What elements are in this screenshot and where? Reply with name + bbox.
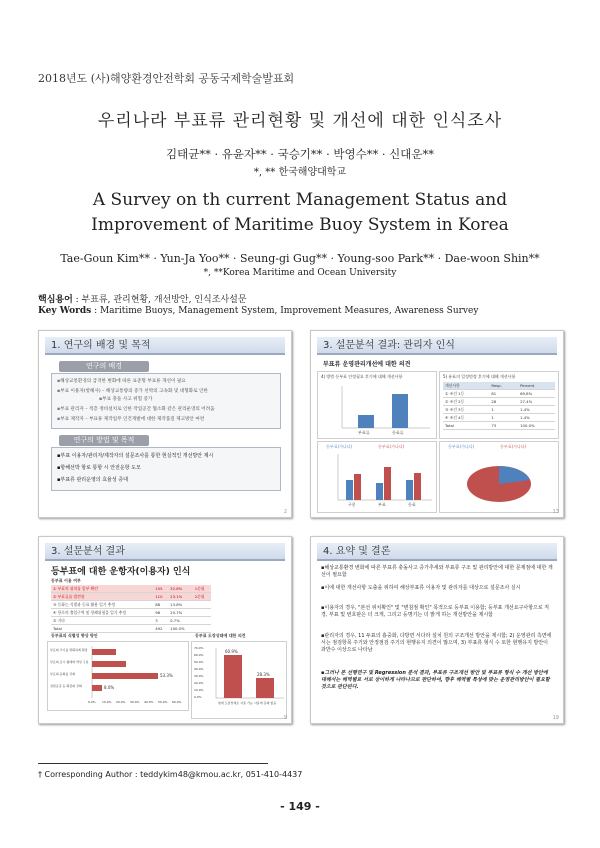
slide-title: 3. 설문분석 결과: 관리자 인식 [317, 337, 557, 355]
table-row [51, 585, 211, 593]
subsection-bar: 연구의 방법 및 목적 [59, 435, 149, 446]
slide-summary-conclusion [310, 536, 564, 724]
table-cell: ④ 조건 4등 [443, 414, 489, 422]
bar [92, 673, 158, 679]
summary-paragraph: ▪ 이용자의 경우, "본선 위치확인" 및 "변침점 확인" 목적으로 등부표 이용함; 등부표 개선요구사항으로 직경, 부표 및 번호판은 더 크게, 그리고 등명기는 더 밝게 하는 개선방안을 제시함 [321, 605, 553, 619]
slide-page-number: 13 [552, 509, 559, 515]
slide-background-purpose [38, 330, 292, 518]
legend-entry: 등부표(가나다) [378, 444, 405, 449]
slide-page-number: 9 [283, 715, 287, 721]
table-cell: 32.8% [168, 585, 193, 593]
table-row [51, 625, 211, 633]
table-cell: 69.8% [518, 390, 555, 398]
y-tick-label: 10.0% [194, 688, 204, 692]
bar [384, 467, 391, 500]
slide-title: 1. 연구의 배경 및 목적 [45, 337, 285, 355]
paper-title-korean: 우리나라 부표류 관리현황 및 개선에 대한 인식조사 [97, 111, 503, 131]
x-tick-label: 40.0% [144, 700, 154, 704]
authors-english: Tae-Goun Kim** · Yun-Ja Yoo** · Seung-gi Gug** · Young-soo Park** · Dae-woon Shin** [60, 252, 540, 265]
data-label: 53.3% [160, 673, 173, 678]
bullet-item: ▪ 항해선박 항로 통항 시 안전운항 도모 [57, 464, 141, 471]
table-cell: 98 [153, 609, 168, 617]
slide-subtitle: 등부표에 대한 운항자(이용자) 인식 [51, 567, 191, 577]
table-cell: 88 [153, 601, 168, 609]
bar [346, 480, 353, 500]
y-tick-label: 60.0% [194, 653, 204, 657]
table-cell: 1 [489, 406, 518, 414]
bar [358, 415, 374, 428]
table-cell: 1.4% [518, 406, 555, 414]
chart-panel [47, 641, 189, 711]
y-tick-label: 40.0% [194, 667, 204, 671]
table-cell: Total [443, 422, 489, 430]
bullet-item: ▪ 부표 이용자(항해사) – 해상교통량의 증가 선박의 고속화 및 대형화로 인한 [57, 388, 208, 394]
slide-title: 3. 설문분석 결과 [45, 543, 285, 561]
bullet-item: ▪ 해상교통환경의 급격한 변화에 따른 표준형 부표류 개선이 필요 [57, 378, 186, 384]
table-cell: 155 [153, 585, 168, 593]
table-cell: 28 [489, 398, 518, 406]
table-row [51, 593, 211, 601]
bar-chart [192, 642, 286, 718]
conclusion-paragraph: ▪ 그러나 본 선행연구 및 Regression 분석 결과, 부표류 구조개선 방안 및 부표류 형식 수 개선 방안에 대해서는 해역별로 서로 상이하게 나타나므로 판단하여, 향후 해역별 특성에 맞는 운영관리방안이 필요할 것으로 판단된다. [321, 670, 553, 691]
chart-title: 등부표 도장상태에 대한 의견 [195, 633, 246, 638]
pie-chart [440, 442, 558, 512]
table-cell: 1.4% [518, 414, 555, 422]
table-title: 5) 유표의 일정범정 후기에 대해 개선사항 [443, 374, 516, 379]
chart-panel [317, 441, 437, 513]
table-cell: ③ 조건 3등 [443, 406, 489, 414]
summary-paragraph: ▪ 관리자의 경우, 11 두표의 흉중화, 다방면 서다라 설치 원의 구조개선 방안을 제시함; 2) 운영관리 측면에서는 점검항목 주기와 안정점검 주기의 현행유지 의견이 많으며, 3) 부표류 형식 수 또한 현행유지 방안이 과반수 이상으로 나타남 [321, 633, 553, 654]
slide-user-awareness [38, 536, 292, 724]
y-tick-label: 30.0% [194, 674, 204, 678]
table-cell: 81 [489, 390, 518, 398]
table-panel [439, 371, 559, 439]
table-cell [193, 601, 211, 609]
y-tick-label: 부표의 표시 형태와 색상 구분 [50, 660, 89, 664]
keywords-english-text: : Maritime Buoys, Management System, Improvement Measures, Awareness Survey [94, 306, 479, 316]
data-label: 28.3% [257, 672, 270, 677]
table-row [443, 422, 555, 430]
table-cell: 3 [153, 617, 168, 625]
table-cell: 100.0% [168, 625, 193, 633]
bar [92, 685, 102, 691]
page-number: - 149 - [280, 800, 320, 813]
x-tick-label: 사용에 문제 없음 [254, 701, 277, 705]
conference-name: 2018년도 (사)해양환경안전학회 공동국제학술발표회 [38, 72, 295, 85]
bar [92, 649, 116, 655]
table-cell: Total [51, 625, 153, 633]
table-cell: 1 [489, 414, 518, 422]
legend-entry: 등부표(가나다) [326, 444, 353, 449]
summary-paragraph: ▪ 이에 대한 개선사항 도출을 위하여 해상부표류 이용자 및 관리자를 대상으로 설문조사 실시 [321, 585, 553, 592]
subsection-bar: 연구의 배경 [59, 361, 149, 372]
table-row [443, 414, 555, 422]
bullet-item: ▪ 부표 이용자/관리자/제작자의 설문조사를 통한 현실적인 개선방안 제시 [57, 452, 213, 459]
table-cell: ① 부표의 위치를 일부 확인 [51, 585, 153, 593]
bullet-item: ▪ 부표류 관리운영의 효율성 증대 [57, 476, 128, 483]
y-tick-label: 70.0% [194, 646, 204, 650]
table-cell: ③ 등화는 식별과 등표 활용 일기 추정 [51, 601, 153, 609]
table-cell [193, 617, 211, 625]
x-tick-label: 20.0% [116, 700, 126, 704]
chart-title: 4) 방범 등부표 안정필요 후기에 대해 개선사항 [321, 374, 403, 379]
table-header: Percent [518, 382, 555, 390]
data-label: 8.0% [104, 685, 115, 690]
y-tick-label: 부표의 크기를 명확하게 확장 [50, 648, 88, 652]
bullet-item: ▪ 부표 제작자 – 부표류 제작업무 인건개발에 대한 제작품질 제고방안 마련 [57, 416, 204, 422]
footnote-divider [38, 763, 268, 764]
x-tick-label: 30.0% [130, 700, 140, 704]
y-tick-label: 20.0% [194, 681, 204, 685]
slide-subtitle: 부표류 운영관리개선에 대한 의견 [323, 361, 411, 368]
table-cell: 13.8% [168, 601, 193, 609]
paper-title-english: A Survey on th current Management Status and Improvement of Maritime Buoy System in Korea [91, 190, 509, 235]
table-cell: ⑤ 기타 [51, 617, 153, 625]
table-cell: 27.4% [518, 398, 555, 406]
keywords-english-label: Key Words [38, 306, 92, 316]
table-row [51, 617, 211, 625]
table-row [443, 406, 555, 414]
data-table [51, 585, 211, 633]
keywords-korean [38, 292, 247, 305]
table-header: 개선사항 [443, 382, 489, 390]
table-cell: 73 [489, 422, 518, 430]
table-cell: 1순위 [193, 585, 211, 593]
data-label: 60.9% [225, 649, 238, 654]
table-row [51, 609, 211, 617]
grouped-bar-chart [318, 442, 436, 512]
bar [392, 394, 408, 428]
table-cell [193, 609, 211, 617]
x-tick-label: 0.0% [88, 700, 96, 704]
bar [376, 483, 383, 500]
table-cell: ① 조건 1등 [443, 390, 489, 398]
x-tick-label: 50.0% [158, 700, 168, 704]
legend-entry: 등부표(가나다) [448, 444, 475, 449]
table-cell: 492 [153, 625, 168, 633]
table-cell [193, 625, 211, 633]
y-tick-label: 부표의 등화를 강화 [50, 672, 76, 676]
y-tick-label: 전원공급 등 확장의 강화 [50, 684, 82, 688]
table-title: 등부표 이용 여부 [51, 578, 81, 583]
table-cell: 23.1% [168, 593, 193, 601]
table-cell: 110 [153, 593, 168, 601]
x-tick-label: 10.0% [102, 700, 112, 704]
bar [224, 655, 242, 698]
bar-chart [318, 372, 436, 438]
authors-korean: 김태균** · 유윤자** · 국승기** · 박영수** · 신대운** [166, 147, 434, 161]
table-header: Resp. [489, 382, 518, 390]
table-row [443, 398, 555, 406]
x-tick-label: 60.0% [172, 700, 182, 704]
bar [256, 678, 274, 698]
keywords-korean-text: : 부표류, 관리현황, 개선방안, 인식조사설문 [75, 295, 247, 305]
x-tick-label: 부표 [378, 502, 386, 507]
data-table [443, 382, 555, 430]
x-tick-label: 현재 도장상태로 사용 가능 [218, 701, 253, 705]
affiliation-english: *, **Korea Maritime and Ocean University [203, 268, 397, 278]
table-cell: ④ 항로의 출입구역 및 항해위험을 일기 추정 [51, 609, 153, 617]
chart-panel [191, 641, 287, 719]
slide-page-number: 2 [283, 509, 287, 515]
legend-entry: 등부표(가나다) [500, 444, 527, 449]
chart-panel [317, 371, 437, 439]
slide-title: 4. 요약 및 결론 [317, 543, 557, 561]
table-cell: ② 조건 2등 [443, 398, 489, 406]
table-cell: 0.7% [168, 617, 193, 625]
table-cell: 2순위 [193, 593, 211, 601]
keywords-english [38, 306, 478, 316]
affiliation-korean: *, ** 한국해양대학교 [253, 167, 347, 178]
x-tick-label: 등표류 [392, 430, 404, 435]
y-tick-label: 0.0% [194, 695, 202, 699]
slide-manager-awareness [310, 330, 564, 518]
bar [414, 473, 421, 500]
table-cell: 100.0% [518, 422, 555, 430]
bar [92, 661, 126, 667]
summary-paragraph: ▪ 해상교통환경 변화에 따른 부표류 충돌사고 증가추세와 부표류 구조 및 관리방안에 대한 문제점에 대한 개선이 필요함 [321, 565, 553, 579]
chart-panel [439, 441, 559, 513]
table-cell: 20.7% [168, 609, 193, 617]
bullet-item: ▪ 부표 관리자 – 적층 정비설치로 인한 작업공간 협소화 같은 관리운영의 어려움 [57, 406, 215, 412]
keywords-korean-label: 핵심용어 [38, 295, 73, 305]
bar [406, 480, 413, 500]
y-tick-label: 50.0% [194, 660, 204, 664]
slide-page-number: 19 [552, 715, 559, 721]
table-cell: ② 부표류를 발견함 [51, 593, 153, 601]
x-tick-label: 부표류 [358, 430, 370, 435]
bar [354, 474, 361, 500]
table-row [51, 601, 211, 609]
chart-title: 등부표의 식별성 향상 방안 [51, 633, 98, 638]
x-tick-label: 등표 [408, 502, 416, 507]
bullet-item: ▪ 부표 충돌 사고 위험 증가 [99, 396, 152, 402]
x-tick-label: 구분 [348, 502, 356, 507]
corresponding-author: † Corresponding Author : teddykim48@kmou.ac.kr, 051-410-4437 [38, 770, 303, 779]
table-row [443, 390, 555, 398]
